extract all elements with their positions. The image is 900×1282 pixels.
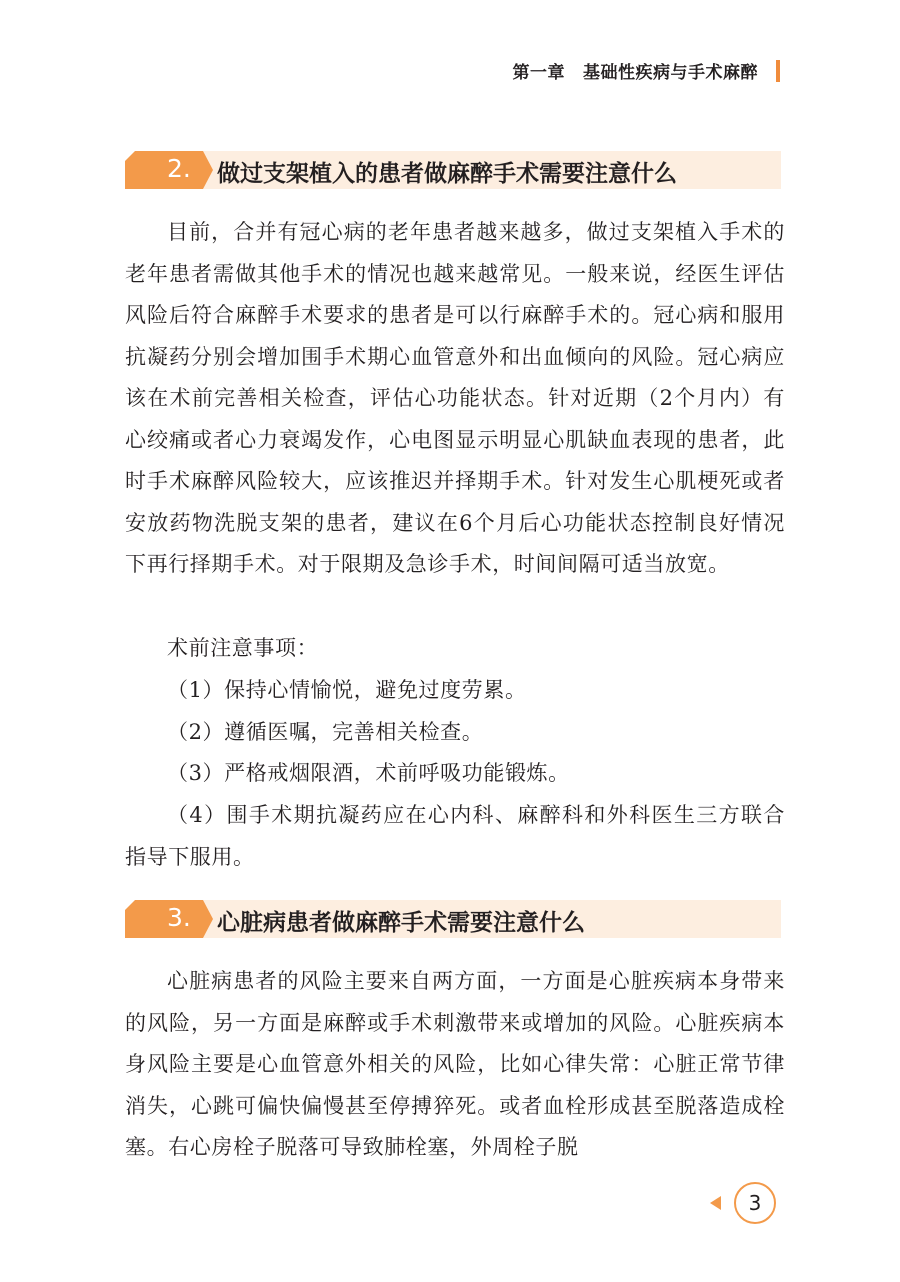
running-head-bar bbox=[776, 60, 780, 82]
section-2-heading bbox=[125, 151, 781, 189]
section-2-number-tag bbox=[125, 151, 203, 189]
note-item-2: （2）遵循医嘱，完善相关检查。 bbox=[167, 720, 484, 744]
running-head-chapter: 第一章 bbox=[512, 63, 565, 83]
section-2-paragraph: 目前，合并有冠心病的老年患者越来越多，做过支架植入手术的老年患者需做其他手术的情况也越来越常见。一般来说，经医生评估风险后符合麻醉手术要求的患者是可以行麻醉手术的。冠心病和服用抗凝药分别会增加围手术期心血管意外和出血倾向的风险。冠心病应该在术前完善相关检查，评估心功能状态。针对近期（2个月内）有心绞痛或者心力衰竭发作，心电图显示明显心肌缺血表现的患者，此时手术麻醉风险较大，应该推迟并择期手术。针对发生心肌梗死或者安放药物洗脱支架的患者，建议在6个月后心功能状态控制良好情况下再行择期手术。对于限期及急诊手术，时间间隔可适当放宽。 bbox=[125, 220, 785, 576]
section-2-title: 做过支架植入的患者做麻醉手术需要注意什么 bbox=[217, 161, 677, 187]
running-head bbox=[513, 58, 759, 83]
section-3-heading bbox=[125, 900, 781, 938]
section-2-number: 2. bbox=[167, 154, 191, 183]
page-number: 3 bbox=[734, 1182, 776, 1224]
section-3-number: 3. bbox=[167, 903, 191, 932]
running-head-title: 基础性疾病与手术麻醉 bbox=[583, 63, 758, 83]
note-item-4: （4）围手术期抗凝药应在心内科、麻醉科和外科医生三方联合指导下服用。 bbox=[125, 803, 785, 869]
left-triangle-icon bbox=[710, 1196, 721, 1210]
section-3-number-tag bbox=[125, 900, 203, 938]
section-3-paragraph: 心脏病患者的风险主要来自两方面，一方面是心脏疾病本身带来的风险，另一方面是麻醉或手术刺激带来或增加的风险。心脏疾病本身风险主要是心血管意外相关的风险，比如心律失常：心脏正常节律消失，心跳可偏快偏慢甚至停搏猝死。或者血栓形成甚至脱落造成栓塞。右心房栓子脱落可导致肺栓塞，外周栓子脱 bbox=[125, 969, 785, 1159]
note-item-1: （1）保持心情愉悦，避免过度劳累。 bbox=[167, 678, 527, 702]
note-item-3: （3）严格戒烟限酒，术前呼吸功能锻炼。 bbox=[167, 761, 570, 785]
section-3-title: 心脏病患者做麻醉手术需要注意什么 bbox=[217, 910, 585, 936]
notes-heading: 术前注意事项： bbox=[167, 636, 319, 660]
